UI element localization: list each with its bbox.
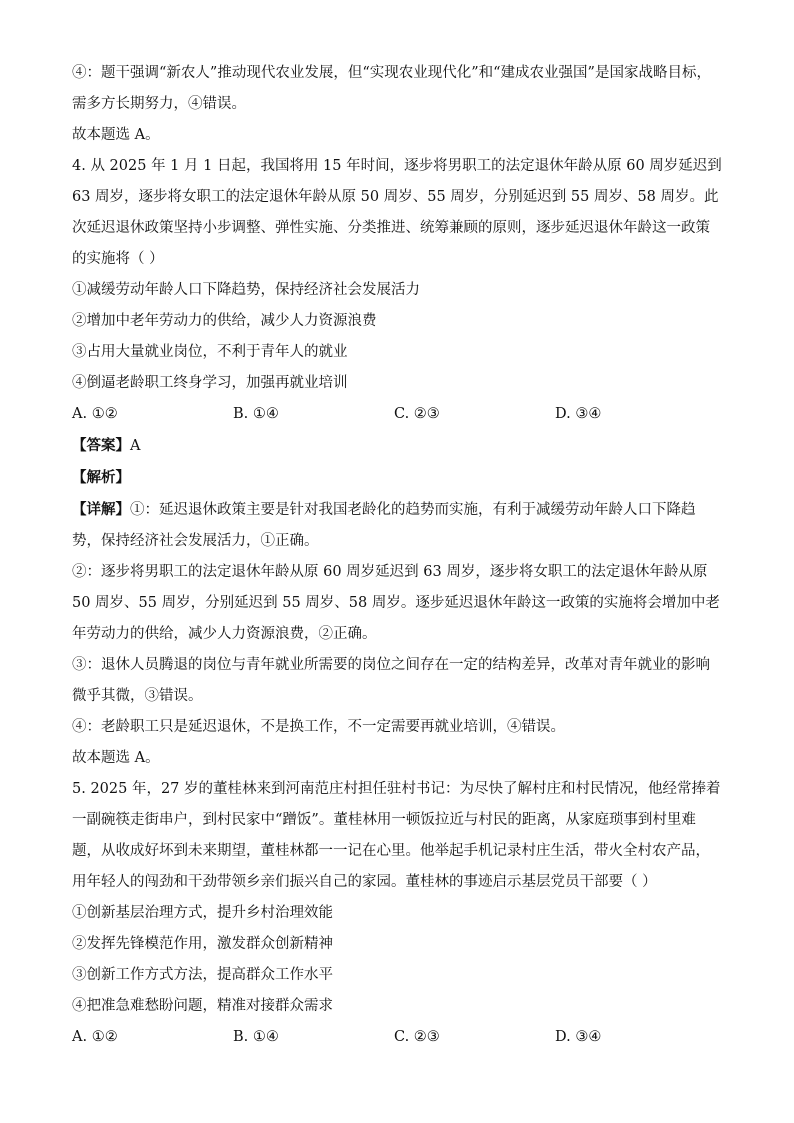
q4-stem: 4. 从 2025 年 1 月 1 日起，我国将用 15 年时间，逐步将男职工的法定退休年龄从原 60 周岁延迟到 63 周岁，逐步将女职工的法定退休年龄从原 50 周岁、55 周岁，分别延迟到 55 周岁、58 周岁。此次延迟退休政策坚持小步调整、弹性实施、分类推进、统筹兼顾的原则，逐步延迟退休年龄这一政策的实施将（ ） [72, 158, 722, 267]
q4-option-d: D. ③④ [555, 406, 602, 422]
q4-option-a: A. ①② [72, 406, 118, 422]
q4-answer [72, 430, 722, 462]
q4-options [72, 399, 722, 430]
detail-tag: 【详解】 [72, 501, 130, 518]
prev-item-4: ④：题干强调“新农人”推动现代农业发展，但“实现农业现代化”和“建成农业强国”是国家战略目标，需多方长期努力，④错误。 [72, 65, 711, 112]
q4-detail-1 [72, 494, 722, 557]
q4-conclusion: 故本题选 A。 [72, 750, 160, 766]
q4-detail-3: ③：退休人员腾退的岗位与青年就业所需要的岗位之间存在一定的结构差异，改革对青年就业的影响微乎其微，③错误。 [72, 657, 710, 704]
q5-option-b: B. ①④ [233, 1029, 279, 1045]
q5-option-c: C. ②③ [394, 1029, 440, 1045]
analysis-tag: 【解析】 [72, 469, 130, 486]
q4-option-c: C. ②③ [394, 406, 440, 422]
answer-value: A [130, 438, 141, 454]
q5-options [72, 1022, 722, 1053]
q5-option-a: A. ①② [72, 1029, 118, 1045]
q5-option-d: D. ③④ [555, 1029, 602, 1045]
prev-conclusion: 故本题选 A。 [72, 127, 160, 143]
q4-option-b: B. ①④ [233, 406, 279, 422]
q4-statement-2: ②增加中老年劳动力的供给，减少人力资源浪费 [72, 313, 377, 329]
q4-statement-4: ④倒逼老龄职工终身学习，加强再就业培训 [72, 375, 348, 391]
q5-statement-1: ①创新基层治理方式，提升乡村治理效能 [72, 905, 333, 921]
q5-statement-2: ②发挥先锋模范作用，激发群众创新精神 [72, 936, 333, 952]
q5-statement-4: ④把准急难愁盼问题，精准对接群众需求 [72, 998, 333, 1014]
q4-detail-2: ②：逐步将男职工的法定退休年龄从原 60 周岁延迟到 63 周岁，逐步将女职工的法定退休年龄从原 50 周岁、55 周岁，分别延迟到 55 周岁、58 周岁。逐步延迟退休年龄这一政策的实施将会增加中老年劳动力的供给，减少人力资源浪费，②正确。 [72, 564, 720, 642]
q4-statement-3: ③占用大量就业岗位，不利于青年人的就业 [72, 344, 348, 360]
q4-statement-1: ①减缓劳动年龄人口下降趋势，保持经济社会发展活力 [72, 282, 420, 298]
q5-stem: 5. 2025 年，27 岁的董桂林来到河南范庄村担任驻村书记：为尽快了解村庄和村民情况，他经常捧着一副碗筷走街串户，到村民家中“蹭饭”。董桂林用一顿饭拉近与村民的距离，从家庭琐事到村里难题，从收成好坏到未来期望，董桂林都一一记在心里。他举起手机记录村庄生活，带火全村农产品，用年轻人的闯劲和干劲带领乡亲们振兴自己的家园。董桂林的事迹启示基层党员干部要（ ） [72, 781, 721, 890]
q5-statement-3: ③创新工作方式方法，提高群众工作水平 [72, 967, 333, 983]
q4-detail-4: ④：老龄职工只是延迟退休，不是换工作，不一定需要再就业培训，④错误。 [72, 719, 565, 735]
answer-tag: 【答案】 [72, 437, 130, 454]
detail-text-1: ①：延迟退休政策主要是针对我国老龄化的趋势而实施，有利于减缓劳动年龄人口下降趋势，保持经济社会发展活力，①正确。 [72, 502, 696, 549]
q4-analysis [72, 462, 722, 494]
